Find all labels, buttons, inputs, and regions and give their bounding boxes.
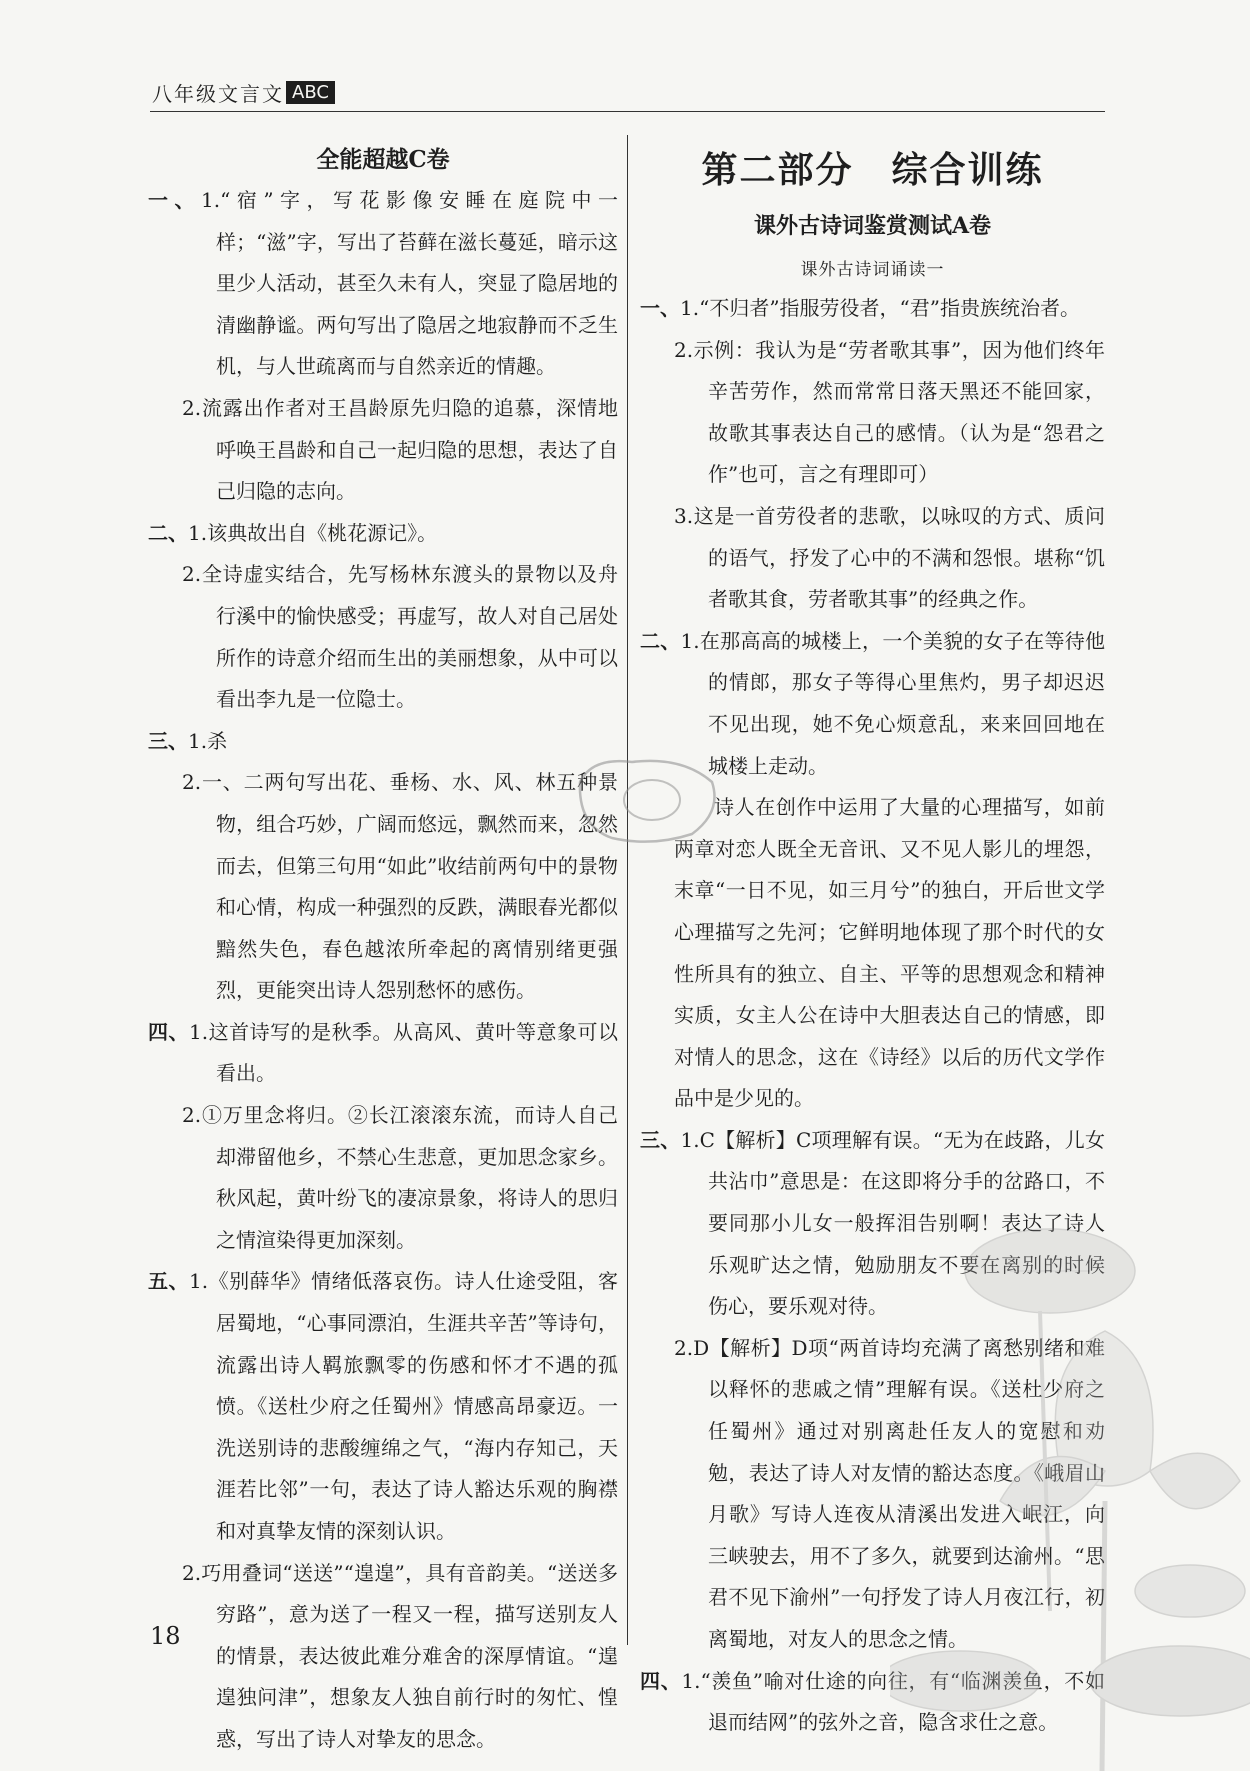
answer-text: C【解析】C项理解有误。“无为在歧路，儿女共沾巾”意思是：在这即将分手的岔路口，不要同那小儿女一般挥泪告别啊！表达了诗人乐观旷达之情，勉励朋友不要在离别的时候伤心，要乐观对待。 [699,1127,1105,1319]
answer-text: 示例：我认为是“劳者歌其事”，因为他们终年辛苦劳作，然而常常日落天黑还不能回家，故歌其事表达自己的感情。（认为是“怨君之作”也可，言之有理即可） [693,337,1105,487]
question-number: 2. [674,1335,694,1360]
answer-item [148,721,618,763]
answer-item [640,330,1105,496]
question-number: 1. [189,1269,209,1294]
answer-item [640,1120,1105,1328]
question-lead: 四、 [640,1668,682,1693]
question-number: 2. [182,395,202,420]
header-rule [150,111,1105,112]
answer-item [640,288,1105,330]
answer-text: 这是一首劳役者的悲歌，以咏叹的方式、质问的语气，抒发了心中的不满和怨恨。堪称“饥者歌其食，劳者歌其事”的经典之作。 [693,503,1105,612]
answer-item [148,1012,618,1095]
question-lead: 三、 [148,728,188,753]
answer-item [148,554,618,720]
question-number: 2. [674,337,694,362]
question-number: 2. [182,1103,202,1128]
answer-item [148,180,618,388]
question-number: 1. [188,520,208,545]
answer-text: ①万里念将归。②长江滚滚东流，而诗人自己却滞留他乡，不禁心生悲意，更加思念家乡。秋风起，黄叶纷飞的凄凉景象，将诗人的思归之情渲染得更加深刻。 [201,1103,618,1252]
question-lead: 二、 [640,628,681,653]
answer-text: 杀 [207,728,228,753]
answer-text: 该典故出自《桃花源记》。 [207,520,438,545]
answer-item [148,1095,618,1261]
question-number: 2. [182,1560,202,1585]
question-lead: 二、 [148,520,188,545]
question-lead: 五、 [148,1269,189,1294]
question-number: 2. [182,562,202,587]
question-lead: 一、 [640,296,680,320]
answer-text: 全诗虚实结合，先写杨林东渡头的景物以及舟行溪中的愉快感受；再虚写，故人对自己居处所作的诗意介绍而生出的美丽想象，从中可以看出李九是一位隐士。 [201,562,618,712]
question-lead: 一、 [148,188,201,212]
question-number: 1. [188,728,208,753]
left-answer-list [148,180,618,1761]
answer-text: “宿”字，写花影像安睡在庭院中一样；“滋”字，写出了苔藓在滋长蔓延，暗示这里少人活动，甚至久未有人，突显了隐居地的清幽静谧。两句写出了隐居之地寂静而不乏生机，与人世疏离而与自然亲近的情趣。 [216,188,619,379]
question-number: 1. [189,1019,209,1044]
answer-text: 流露出作者对王昌龄原先归隐的追慕，深情地呼唤王昌龄和自己一起归隐的思想，表达了自己归隐的志向。 [201,395,618,504]
question-number: 1. [680,296,700,320]
answer-text: “羡鱼”喻对仕途的向往，有“临渊羡鱼，不如退而结网”的弦外之音，隐含求仕之意。 [700,1668,1105,1735]
answer-item [640,1328,1105,1661]
question-lead: 四、 [148,1019,189,1044]
column-divider [627,135,628,1645]
answer-text: 《别薛华》情绪低落哀伤。诗人仕途受阻，客居蜀地，“心事同漂泊，生涯共辛苦”等诗句，流露出诗人羁旅飘零的伤感和怀才不遇的孤愤。《送杜少府之任蜀州》情感高昂豪迈。一洗送别诗的悲酸缠绵之气，“海内存知己，天涯若比邻”一句，表达了诗人豁达乐观的胸襟和对真挚友情的深刻认识。 [208,1269,619,1543]
question-number: 2. [182,770,202,795]
question-number: 1. [680,1127,700,1152]
question-number: 3. [674,503,694,528]
answer-item [148,388,618,513]
right-column [640,140,1105,1744]
answer-text: 诗人在创作中运用了大量的心理描写，如前两章对恋人既全无音讯、又不见人影儿的埋怨，末章“一日不见，如三月兮”的独白，开后世文学心理描写之先河；它鲜明地体现了那个时代的女性所具有的独立、自主、平等的思想观念和精神实质，女主人公在诗中大胆表达自己的情感，即对情人的思念，这在《诗经》以后的历代文学作品中是少见的。 [674,795,1105,1111]
test-title: 课外古诗词鉴赏测试A卷 [753,213,992,239]
left-column [148,140,618,1761]
answer-text: 这首诗写的是秋季。从高风、黄叶等意象可以看出。 [208,1019,619,1086]
answer-text: D【解析】D项“两首诗均充满了离愁别绪和难以释怀的悲戚之情”理解有误。《送杜少府之任蜀州》通过对别离赴任友人的宽慰和劝勉，表达了诗人对友情的豁达态度。《峨眉山月歌》写诗人连夜从清溪出发进入岷江，向三峡驶去，用不了多久，就要到达渝州。“思君不见下渝州”一句抒发了诗人月夜江行，初离蜀地，对友人的思念之情。 [693,1335,1105,1651]
answer-text: 一、二两句写出花、垂杨、水、风、林五种景物，组合巧妙，广阔而悠远，飘然而来，忽然而去，但第三句用“如此”收结前两句中的景物和心情，构成一种强烈的反跌，满眼春光都似黯然失色，春色越浓所牵起的离情别绪更强烈，更能突出诗人怨别愁怀的感伤。 [201,770,618,1003]
header-title: 八年级文言文 [152,82,284,106]
answer-item [148,762,618,1012]
running-header [152,78,335,107]
part-title: 第二部分 综合训练 [701,149,1044,191]
question-number: 1. [680,628,700,653]
question-number: 1. [201,188,221,212]
header-tag: ABC [286,81,335,104]
reading-title: 课外古诗词诵读一 [800,260,945,280]
answer-text: “不归者”指服劳役者，“君”指贵族统治者。 [699,296,1080,320]
answer-text: 在那高高的城楼上，一个美貌的女子在等待他的情郎，那女子等得心里焦灼，男子却迟迟不见出现，她不免心烦意乱，来来回回地在城楼上走动。 [699,628,1106,778]
answer-item [640,496,1105,621]
right-answer-list [640,288,1105,1744]
answer-item [640,1661,1105,1744]
watermark-stamp-icon [572,752,722,847]
answer-text: 巧用叠词“送送”“遑遑”，具有音韵美。“送送多穷路”，意为送了一程又一程，描写送别友人的情景，表达彼此难分难舍的深厚情谊。“遑遑独问津”，想象友人独自前行时的匆忙、惶惑，写出了诗人对挚友的思念。 [201,1560,618,1751]
left-section-title: 全能超越C卷 [316,146,450,173]
page-number: 18 [150,1622,181,1650]
answer-item [148,1261,618,1552]
answer-item [148,513,618,555]
question-lead: 三、 [640,1127,681,1152]
answer-item [148,1553,618,1761]
question-number: 1. [681,1668,701,1693]
